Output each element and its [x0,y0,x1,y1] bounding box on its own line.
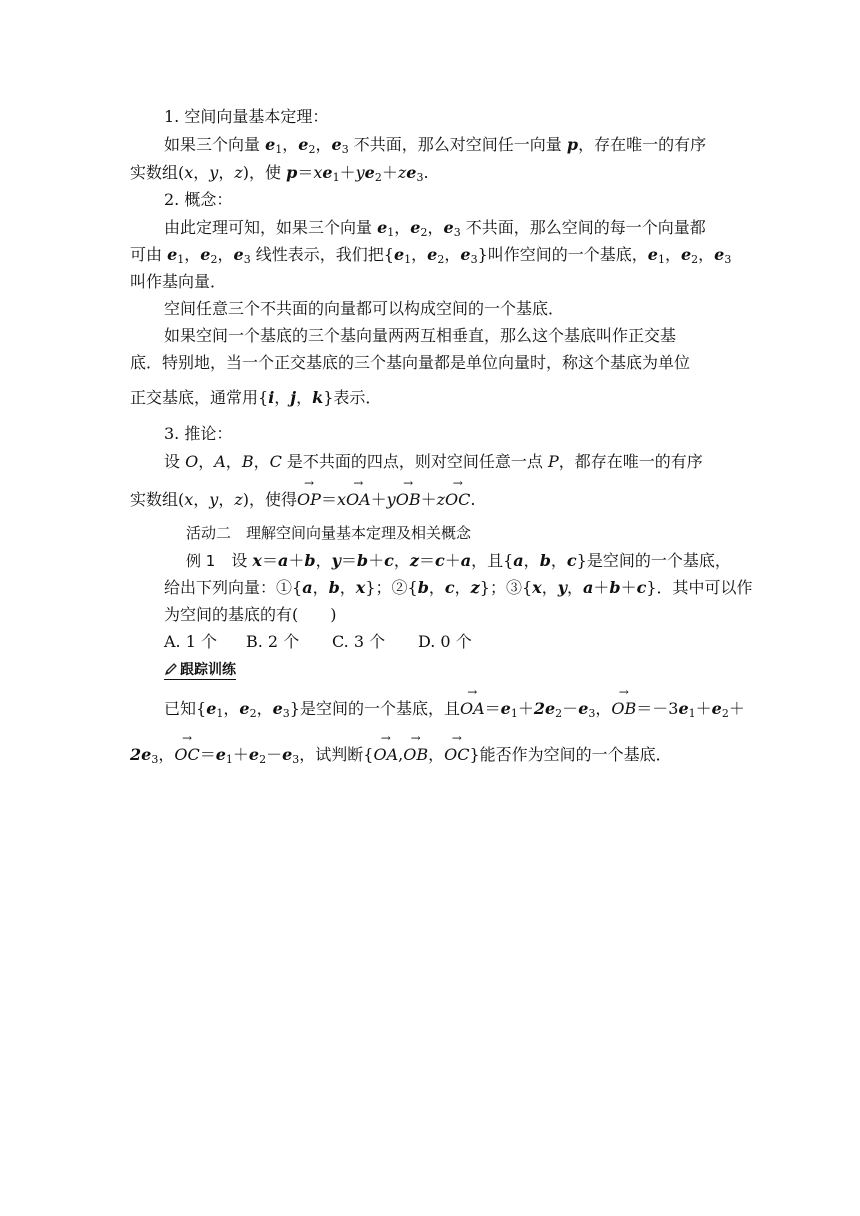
section2-p1-line3: 叫作基向量． [130,272,227,291]
option-b: B. 2 个 [246,632,300,651]
tracking-title: 跟踪训练 [164,662,236,680]
section1-heading: 1. 空间向量基本定理： [164,107,329,126]
section2-p1-line2: 可由 $e_1$，$e_2$，$e_3$ 线性表示，我们把{$e_1$，$e_2$，$e_3$}叫作空间的一个基底，$e_1$，$e_2$，$e_3$ [130,245,732,266]
section2-p3-line1: 如果空间一个基底的三个基向量两两互相垂直，那么这个基底叫作正交基 [164,326,677,345]
example1-options [164,631,860,653]
example1-line3: 为空间的基底的有( ) [164,605,337,624]
section1-line1: 如果三个向量 $e_1$，$e_2$，$e_3$ 不共面，那么对空间任一向量 p，存在唯一的有序 [164,135,707,156]
section2-p1-line1: 由此定理可知，如果三个向量 $e_1$，$e_2$，$e_3$ 不共面，那么空间的每一个向量都 [164,218,706,239]
tracking-line2: $2e_3$，→ $OC=e_1+e_2-e_3$，试判断{→ OA,→ OB，→ OC}能否作为空间的一个基底． [130,744,860,766]
example1-line1: 例 1 设 x＝a＋b，y＝b＋c，z＝c＋a，且{a，b，c}是空间的一个基底， [186,551,731,570]
section2-p3-line2: 底．特别地，当一个正交基底的三个基向量都是单位向量时，称这个基底为单位 [130,353,691,372]
tracking-title-row [164,658,860,681]
section3-line2: 实数组(x，y，z)，使得→ OP＝x→ OA＋y→ OB＋z→ OC. [130,489,860,511]
section3-line1: 设 O，A，B，C 是不共面的四点，则对空间任意一点 P，都存在唯一的有序 [164,452,703,471]
option-a: A. 1 个 [164,632,217,651]
section1-line2: 实数组(x，y，z)，使 $p=xe_1+ye_2+ze_3$. [130,163,429,184]
example-label: 例 1 [186,552,216,570]
section2-heading: 2. 概念： [164,190,233,209]
section3-heading: 3. 推论： [164,424,233,443]
activity-title: 活动二 理解空间向量基本定理及相关概念 [186,524,472,542]
tracking-line1: 已知{$e_1$，$e_2$，$e_3$}是空间的一个基底，且→ $OA=e_1+2e_2-e_3$，→ $OB=-3e_1+e_2+$ [164,698,860,720]
option-d: D. 0 个 [418,632,472,651]
section2-p2: 空间任意三个不共面的向量都可以构成空间的一个基底． [164,299,565,318]
pencil-icon [164,662,178,676]
example1-line2: 给出下列向量：①{a，b，x}；②{b，c，z}；③{x，y，a＋b＋c}．其中可以作 [164,578,753,597]
option-c: C. 3 个 [332,632,386,651]
section2-p3-line3: 正交基底，通常用{i，j，k}表示． [130,388,382,407]
